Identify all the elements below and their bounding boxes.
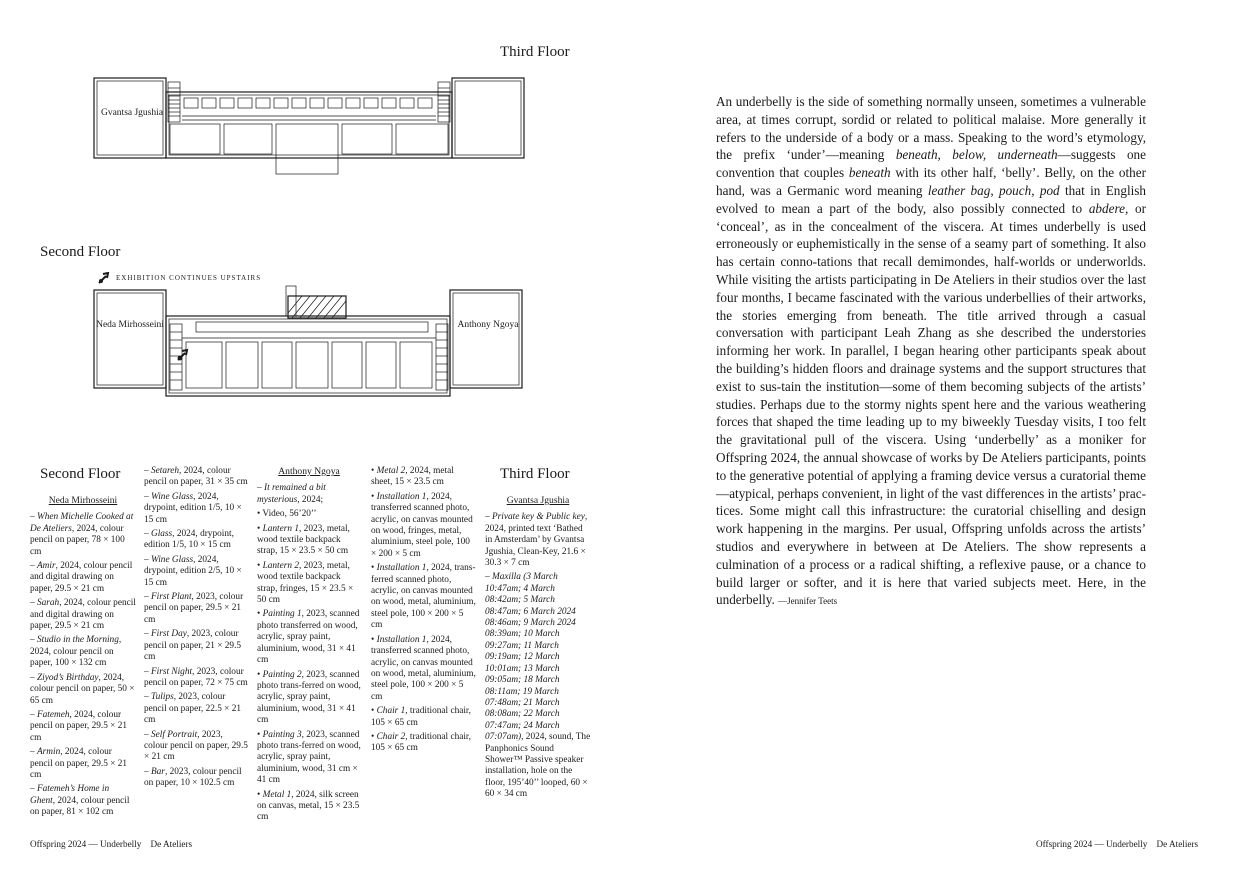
work-entry: • Painting 1, 2023, scanned photo transferred on wood, acrylic, spray paint, aluminium, wood, 31 × 41 cm	[257, 609, 360, 666]
listing-second-floor-heading: Second Floor	[40, 466, 121, 482]
work-entry: – Private key & Public key, 2024, printed text ‘Bathed in Amsterdam’ by Gvantsa Jgushia, Clean-Key, 21.6 × 30.3 × 7 cm	[485, 512, 588, 569]
second-floor-label-neda: Neda Mirhosseini	[96, 320, 164, 330]
work-entry: • Installation 1, 2024, transferred scanned photo, acrylic, on canvas mounted on wood, fringes, metal, aluminium, steel pole, 100 × 200 × 5 cm	[371, 491, 473, 559]
column-neda-continued	[144, 466, 248, 793]
work-entry: – First Day, 2023, colour pencil on paper, 21 × 29.5 cm	[144, 629, 242, 663]
footer-right: Offspring 2024 — Underbelly De Ateliers	[1036, 839, 1199, 849]
work-entry: • Painting 3, 2023, scanned photo trans-ferred on wood, acrylic, spray paint, aluminium, wood, 31 cm × 41 cm	[257, 729, 361, 786]
work-entry: – First Plant, 2023, colour pencil on paper, 29.5 × 21 cm	[144, 592, 244, 625]
work-entry: • Metal 1, 2024, silk screen on canvas, metal, 15 × 23.5 cm	[257, 789, 360, 823]
work-entry: – Studio in the Morning, 2024, colour pencil on paper, 100 × 132 cm	[30, 635, 122, 669]
column-gvantsa	[485, 495, 591, 804]
column-anthony-continued	[371, 466, 477, 758]
work-entry: • Chair 1, traditional chair, 105 × 65 cm	[371, 706, 471, 728]
artist-name-anthony: Anthony Ngoya	[278, 466, 340, 477]
listing-third-floor-heading: Third Floor	[500, 466, 570, 482]
work-entry: • Painting 2, 2023, scanned photo trans-ferred on wood, acrylic, spray paint, aluminium, wood, 31 × 41 cm	[257, 669, 361, 726]
second-floor-title: Second Floor	[40, 244, 121, 260]
work-entry: – Fatemeh, 2024, colour pencil on paper, 29.5 × 21 cm	[30, 709, 128, 743]
essay-text: An underbelly is the side of something normally unseen, sometimes a vulnerable area, at times corrupt, sordid or related to political malaise. More generally it refers to the underside of a body or a mass. Speaking to the word’s etymology, the prefix ‘under’—meaning beneath, below, underneath—suggests one convention that couples beneath with its other half, ‘belly’. Belly, on the other hand, was a Germanic word meaning leather bag, pouch, pod that in English evolved to mean a part of the body, also possibly connected to abdere, or ‘conceal’, as in the concealment of the viscera. At times underbelly is used erroneously or euphemistically in the sense of a seamy part of something. It also has certain conno-tations that recall demimondes, half-worlds or underworlds. While visiting the artists participating in De Ateliers in their studios over the last four months, I became fascinated with the various underbellies of their artworks, the stories emerging from beneath. The title arrived through a casual conversation with participant Leah Zhang as she described the understories informing her work. In parallel, I began hearing other participants speak about the building’s hidden floors and drainage systems and the support structures that exist to sus-tain the institution—some of them becoming subjects of the artists’ studies. Perhaps due to the stormy nights spent here and the various weathering forces that shaped the time leading up to my biweekly Tuesday visits, I too felt the gravitational pull of the viscera. Using ‘underbelly’ as a moniker for Offspring 2024, the annual showcase of works by De Ateliers participants, points to the generative potential of applying a framing device versus a curatorial theme—atypical, perhaps convenient, in light of the vast differences in the artists’ prac-tices. Some might call this infrastructure: the curatorial chiselling and design work happening in the margins. Per usual, Offspring unfolds across the artists’ studios and everywhere in between at De Ateliers. The show represents a culmination of a process or a radical shifting, a reflexive pause, or a chance to build larger or softer, and it is here that varied subjects meet. Here, in the underbelly. —Jennifer Teets	[716, 94, 1146, 608]
work-entry: • Chair 2, traditional chair, 105 × 65 cm	[371, 731, 471, 754]
continues-label: EXHIBITION CONTINUES UPSTAIRS	[116, 274, 262, 282]
work-entry: • Installation 1, 2024, trans-ferred scanned photo, acrylic, on canvas mounted on wood, metal, aluminium, steel pole, 100 × 200 × 5 cm	[371, 563, 476, 631]
work-entry: – Sarah, 2024, colour pencil and digital drawing on paper, 29.5 × 21 cm	[30, 598, 136, 632]
work-entry: • Lantern 2, 2023, metal, wood textile backpack strap, fringes, 15 × 23.5 × 50 cm	[257, 560, 354, 606]
work-entry: • Metal 2, 2024, metal sheet, 15 × 23.5 cm	[371, 466, 454, 488]
column-neda	[30, 495, 136, 822]
work-entry: • Installation 1, 2024, transferred scanned photo, acrylic, on canvas mounted on wood, metal, aluminium, steel pole, 100 × 200 × 5 cm	[371, 634, 476, 702]
work-entry: – Wine Glass, 2024, drypoint, edition 2/5, 10 × 15 cm	[144, 554, 242, 588]
essay-author: —Jennifer Teets	[778, 596, 838, 607]
column-anthony	[257, 466, 361, 827]
work-entry: – Maxilla (3 March 10:47am; 4 March 08:42am; 5 March 08:47am; 6 March 2024 08:46am; 9 March 2024 08:39am; 10 March 09:27am; 11 March 09:19am; 12 March 10:01am; 13 March 09:05am; 18 March 08:11am; 19 March 07:48am; 21 March 08:08am; 22 March 07:47am; 24 March 07:07am), 2024, sound, The Panphonics Sound Shower™ Passive speaker installation, hole on the floor, 195’40’’ looped, 60 × 60 × 34 cm	[485, 572, 591, 800]
exhibition-continues-note	[98, 272, 261, 284]
work-entry: – Bar, 2023, colour pencil on paper, 10 × 102.5 cm	[144, 766, 242, 789]
work-entry: – Glass, 2024, drypoint, edition 1/5, 10 × 15 cm	[144, 529, 234, 551]
work-list-neda	[30, 512, 136, 818]
artist-name-neda: Neda Mirhosseini	[48, 495, 118, 506]
work-entry: – Self Portrait, 2023, colour pencil on paper, 29.5 × 21 cm	[144, 729, 248, 763]
work-entry: – First Night, 2023, colour pencil on paper, 72 × 75 cm	[144, 666, 248, 688]
third-floor-title: Third Floor	[500, 44, 570, 60]
work-entry: – Fatemeh’s Home in Ghent, 2024, colour pencil on paper, 81 × 102 cm	[30, 784, 130, 818]
work-entry: – When Michelle Cooked at De Ateliers, 2024, colour pencil on paper, 78 × 100 cm	[30, 512, 134, 557]
work-entry: – Tulips, 2023, colour pencil on paper, 22.5 × 21 cm	[144, 692, 242, 726]
work-entry: – Amir, 2024, colour pencil and digital drawing on paper, 29.5 × 21 cm	[30, 561, 133, 594]
work-entry: – Setareh, 2024, colour pencil on paper, 31 × 35 cm	[144, 466, 248, 488]
work-entry: – Wine Glass, 2024, drypoint, edition 1/5, 10 × 15 cm	[144, 491, 242, 525]
second-floor-label-anthony: Anthony Ngoya	[457, 320, 519, 330]
work-entry: • Video, 56’20’’	[257, 509, 317, 520]
third-floor-plan	[92, 76, 527, 180]
third-floor-label-gvantsa: Gvantsa Jgushia	[100, 108, 163, 118]
work-entry: – Armin, 2024, colour pencil on paper, 29.5 × 21 cm	[30, 747, 128, 780]
work-entry: – It remained a bit mysterious, 2024;	[257, 483, 326, 505]
footer-left: Offspring 2024 — Underbelly De Ateliers	[30, 839, 193, 849]
work-entry: • Lantern 1, 2023, metal, wood textile backpack strap, 15 × 23.5 × 50 cm	[257, 523, 350, 557]
arrow-up-right-icon	[98, 272, 112, 284]
work-entry: – Ziyod’s Birthday, 2024, colour pencil on paper, 50 × 65 cm	[30, 672, 135, 706]
second-floor-plan	[92, 284, 527, 402]
artist-name-gvantsa: Gvantsa Jgushia	[506, 495, 570, 506]
